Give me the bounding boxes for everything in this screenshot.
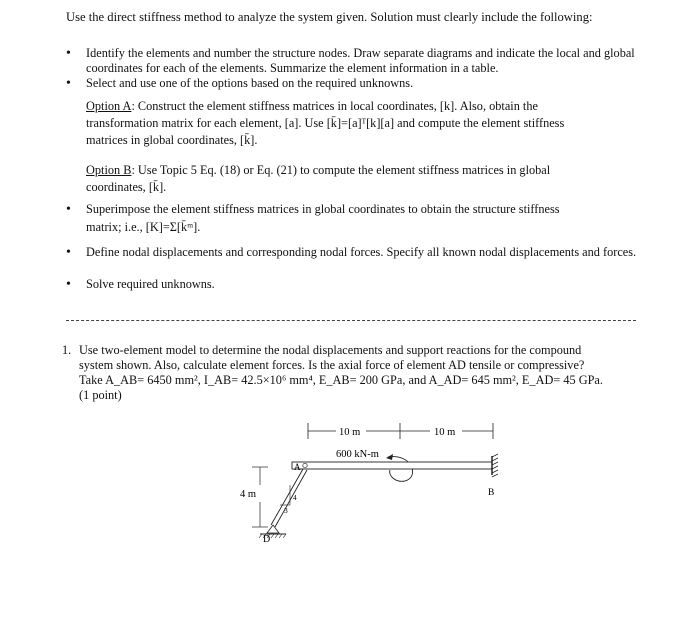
pin-support-d [267,525,279,533]
bullet-identify: • Identify the elements and number the structure nodes. Draw separate diagrams and indicate the local and global coordinates for each of the elements. Summarize the element information in a table. [66,46,646,76]
label-d: D [263,534,271,545]
option-b-line1: : Use Topic 5 Eq. (18) or Eq. (21) to compute the element stiffness matrices in global [131,163,551,177]
option-b-label: Option B [86,163,132,177]
moment-arrow-icon [386,454,393,460]
superimpose-line2: matrix; i.e., [K]=Σ[k̄ᵐ]. [86,220,201,234]
problem-line1: Use two-element model to determine the nodal displacements and support reactions for the compound [79,343,582,357]
bullet-select: • Select and use one of the options based on the required unknowns. [66,76,646,91]
option-a-line2: transformation matrix for each element, [a]. Use [k̄]=[a]ᵀ[k][a] and compute the element stiffness [86,116,565,130]
beam-ab [292,462,492,469]
member-ad-edge [275,470,307,527]
option-a-label: Option A [86,99,132,113]
pin-a [303,463,307,467]
problem-line4: (1 point) [79,388,122,402]
height-label: 4 m [240,489,257,500]
moment-label: 600 kN-m [336,449,379,460]
problem-line2: system shown. Also, calculate element forces. Is the axial force of element AD tensile or compressive? [79,358,585,372]
option-b [86,162,638,196]
fixed-wall-hatch [492,454,498,477]
superimpose-line1: Superimpose the element stiffness matrices in global coordinates to obtain the structure stiffness [86,202,560,216]
define-text: Define nodal displacements and corresponding nodal forces. Specify all known nodal displacements and forces. [86,245,637,259]
dim-label-left: 10 m [339,427,361,438]
option-a-line1: : Construct the element stiffness matrices in local coordinates, [k]. Also, obtain the [131,99,538,113]
option-b-line2: coordinates, [k̄]. [86,180,167,194]
bullet-dot: • [66,277,71,292]
member-ad-edge [271,469,303,525]
bullet-dot: • [66,245,71,260]
slope-label-3: 3 [284,506,288,515]
dim-label-right: 10 m [434,427,456,438]
label-b: B [488,488,495,498]
problem-number: 1. [62,343,72,357]
label-a: A [294,462,301,472]
bullet-dot: • [66,202,71,217]
solve-text: Solve required unknowns. [86,277,215,291]
problem-line3: Take A_AB= 6450 mm², I_AB= 42.5×10⁶ mm⁴, E_AB= 200 GPa, and A_AD= 645 mm², E_AD= 45 GPa. [79,373,603,387]
option-a-line3: matrices in global coordinates, [k̄]. [86,133,258,147]
requirements-list [66,46,646,91]
section-divider [66,320,636,321]
slope-label-4: 4 [293,493,297,502]
structure-diagram [230,415,520,550]
intro-text: Use the direct stiffness method to analyze the system given. Solution must clearly include the following: [66,10,593,24]
option-a [86,98,638,149]
